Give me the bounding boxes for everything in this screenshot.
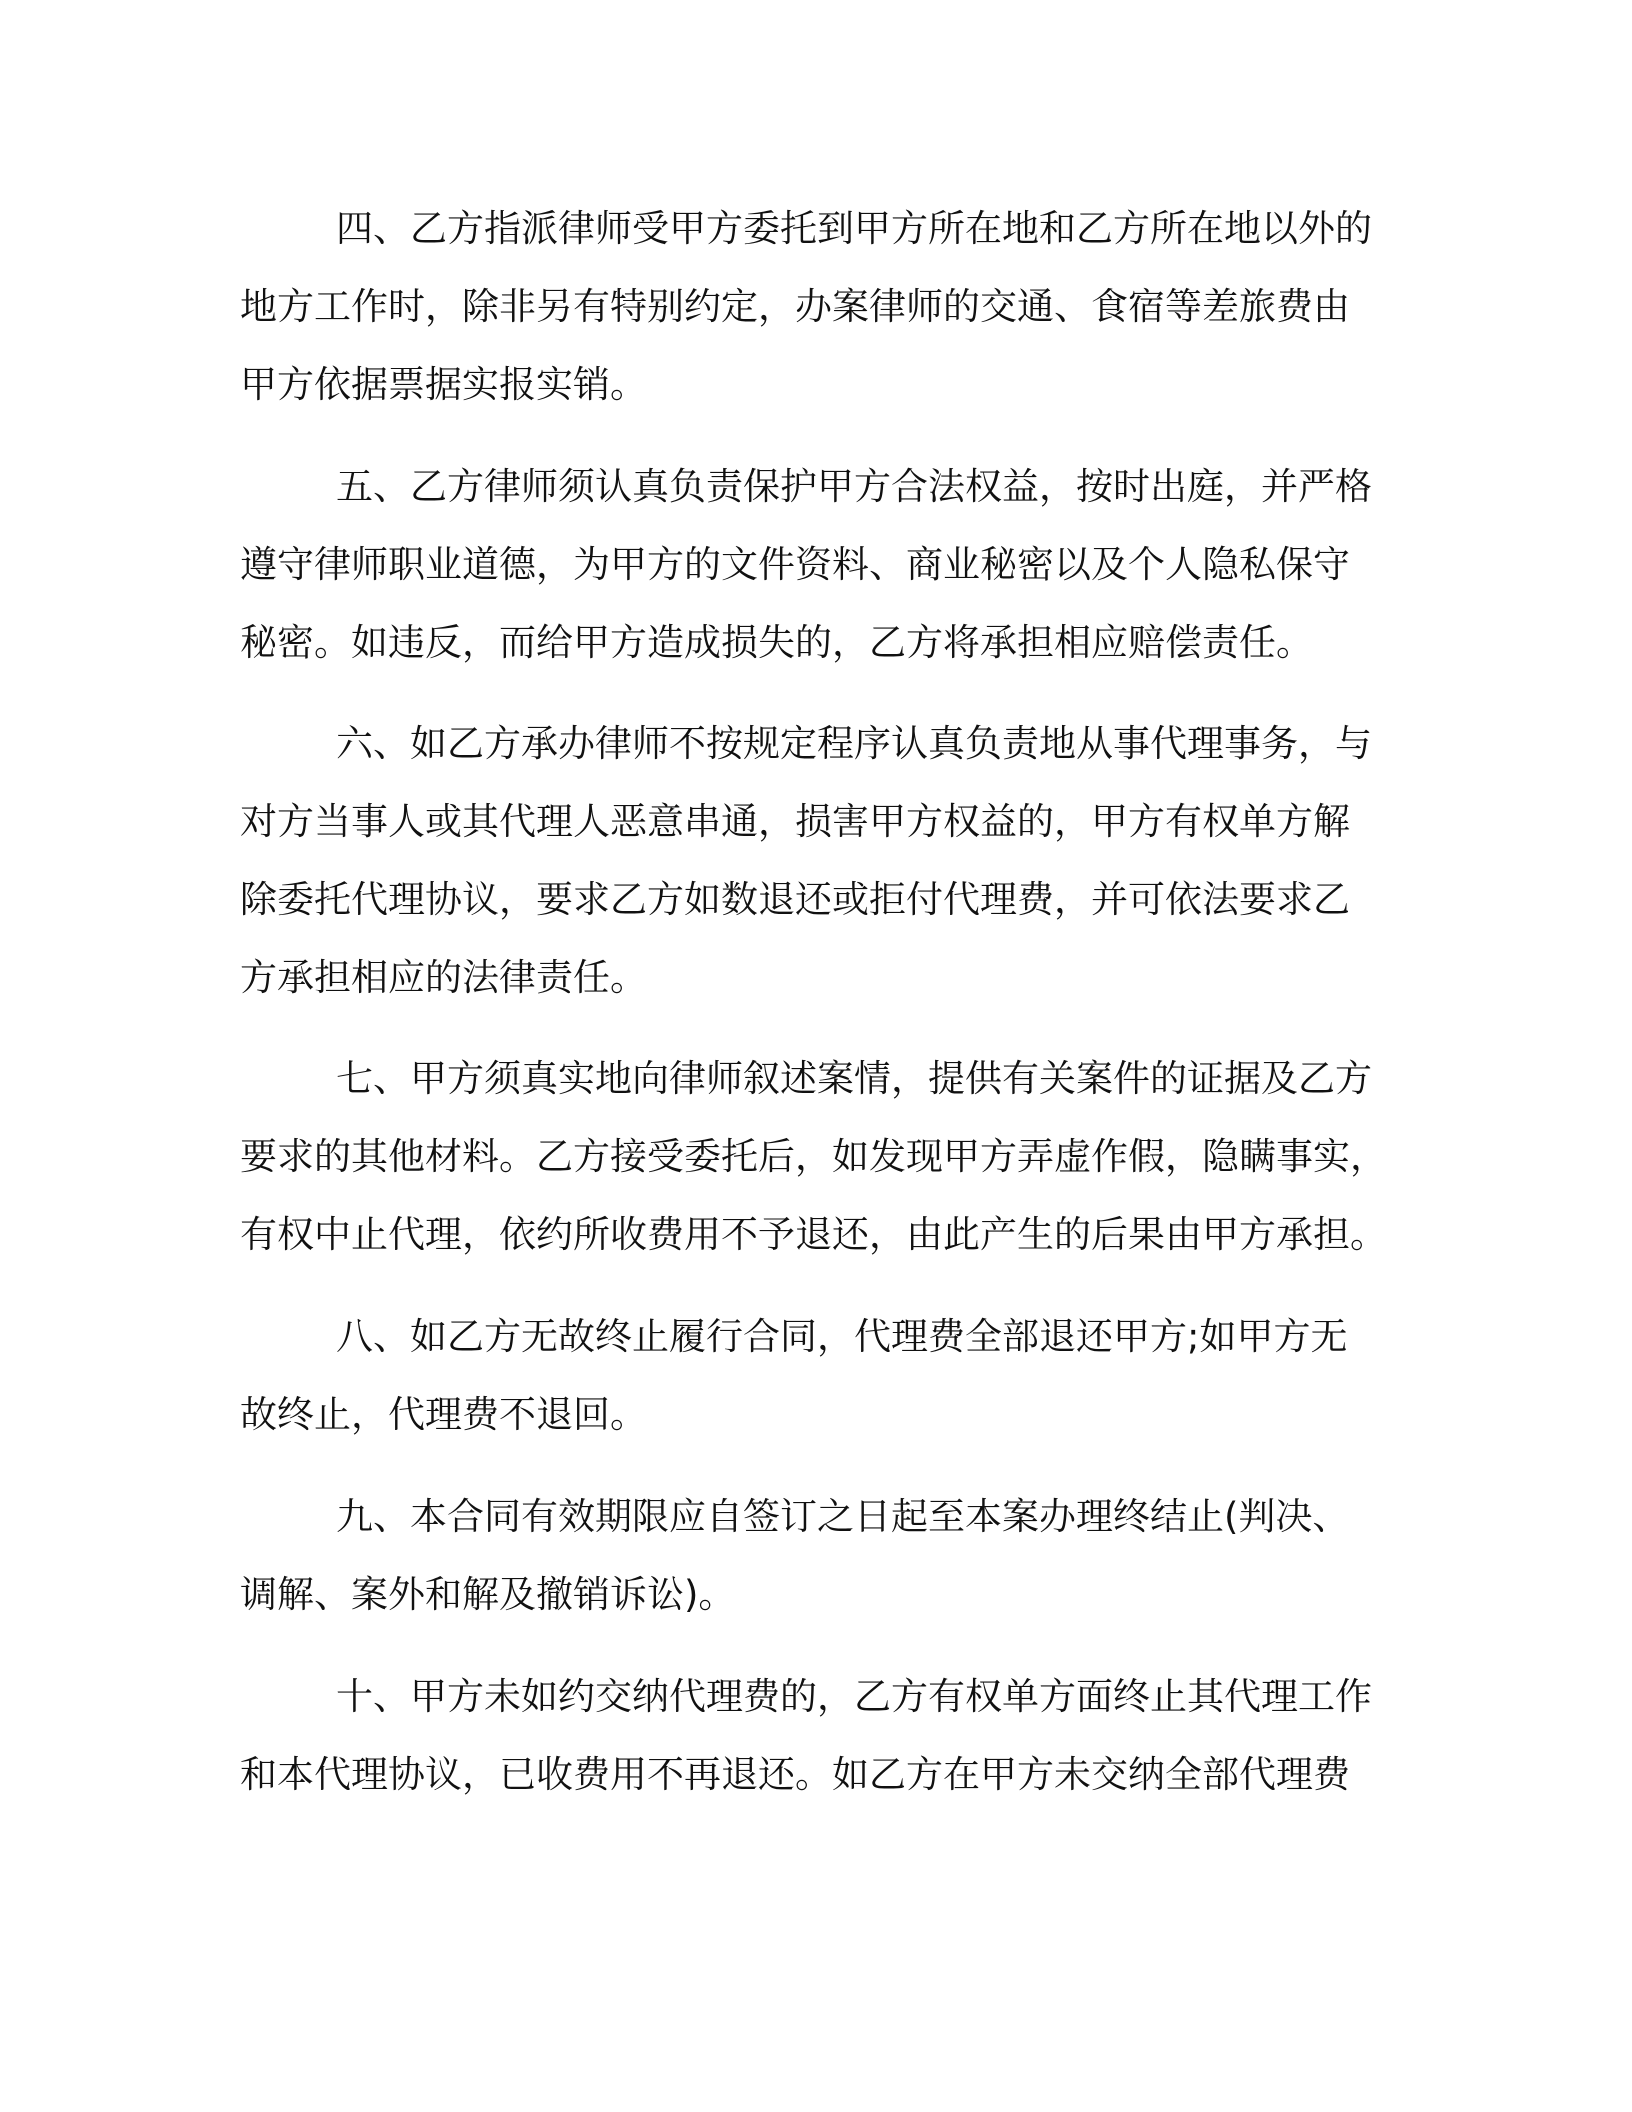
paragraph-line: 六、如乙方承办律师不按规定程序认真负责地从事代理事务，与 [336, 722, 1372, 765]
paragraph-line: 甲方依据票据实报实销。 [240, 363, 647, 406]
paragraph-line: 和本代理协议，已收费用不再退还。如乙方在甲方未交纳全部代理费 [240, 1753, 1350, 1796]
paragraph-clause-6 [240, 705, 1372, 1017]
paragraph-line: 七、甲方须真实地向律师叙述案情，提供有关案件的证据及乙方 [336, 1057, 1372, 1100]
paragraph-line: 五、乙方律师须认真负责保护甲方合法权益，按时出庭，并严格 [336, 465, 1372, 508]
paragraph-clause-7 [240, 1040, 1387, 1274]
paragraph-clause-10 [240, 1658, 1372, 1814]
paragraph-line: 十、甲方未如约交纳代理费的，乙方有权单方面终止其代理工作 [336, 1675, 1372, 1718]
paragraph-clause-9 [240, 1478, 1349, 1634]
paragraph-line: 调解、案外和解及撤销诉讼)。 [240, 1573, 736, 1616]
paragraph-line: 四、乙方指派律师受甲方委托到甲方所在地和乙方所在地以外的 [336, 207, 1372, 250]
paragraph-line: 故终止，代理费不退回。 [240, 1393, 647, 1436]
paragraph-line: 对方当事人或其代理人恶意串通，损害甲方权益的，甲方有权单方解 [240, 800, 1350, 843]
paragraph-line: 遵守律师职业道德，为甲方的文件资料、商业秘密以及个人隐私保守 [240, 543, 1350, 586]
paragraph-line: 八、如乙方无故终止履行合同，代理费全部退还甲方;如甲方无 [336, 1315, 1348, 1358]
paragraph-clause-5 [240, 448, 1372, 682]
paragraph-line: 除委托代理协议，要求乙方如数退还或拒付代理费，并可依法要求乙 [240, 878, 1350, 921]
paragraph-clause-8 [240, 1298, 1347, 1454]
paragraph-line: 有权中止代理，依约所收费用不予退还，由此产生的后果由甲方承担。 [240, 1213, 1387, 1256]
paragraph-line: 要求的其他材料。乙方接受委托后，如发现甲方弄虚作假，隐瞒事实， [240, 1135, 1387, 1178]
paragraph-clause-4 [240, 190, 1372, 424]
paragraph-line: 地方工作时，除非另有特别约定，办案律师的交通、食宿等差旅费由 [240, 285, 1350, 328]
paragraph-line: 秘密。如违反，而给甲方造成损失的，乙方将承担相应赔偿责任。 [240, 621, 1313, 664]
paragraph-line: 方承担相应的法律责任。 [240, 956, 647, 999]
paragraph-line: 九、本合同有效期限应自签订之日起至本案办理终结止(判决、 [336, 1495, 1350, 1538]
